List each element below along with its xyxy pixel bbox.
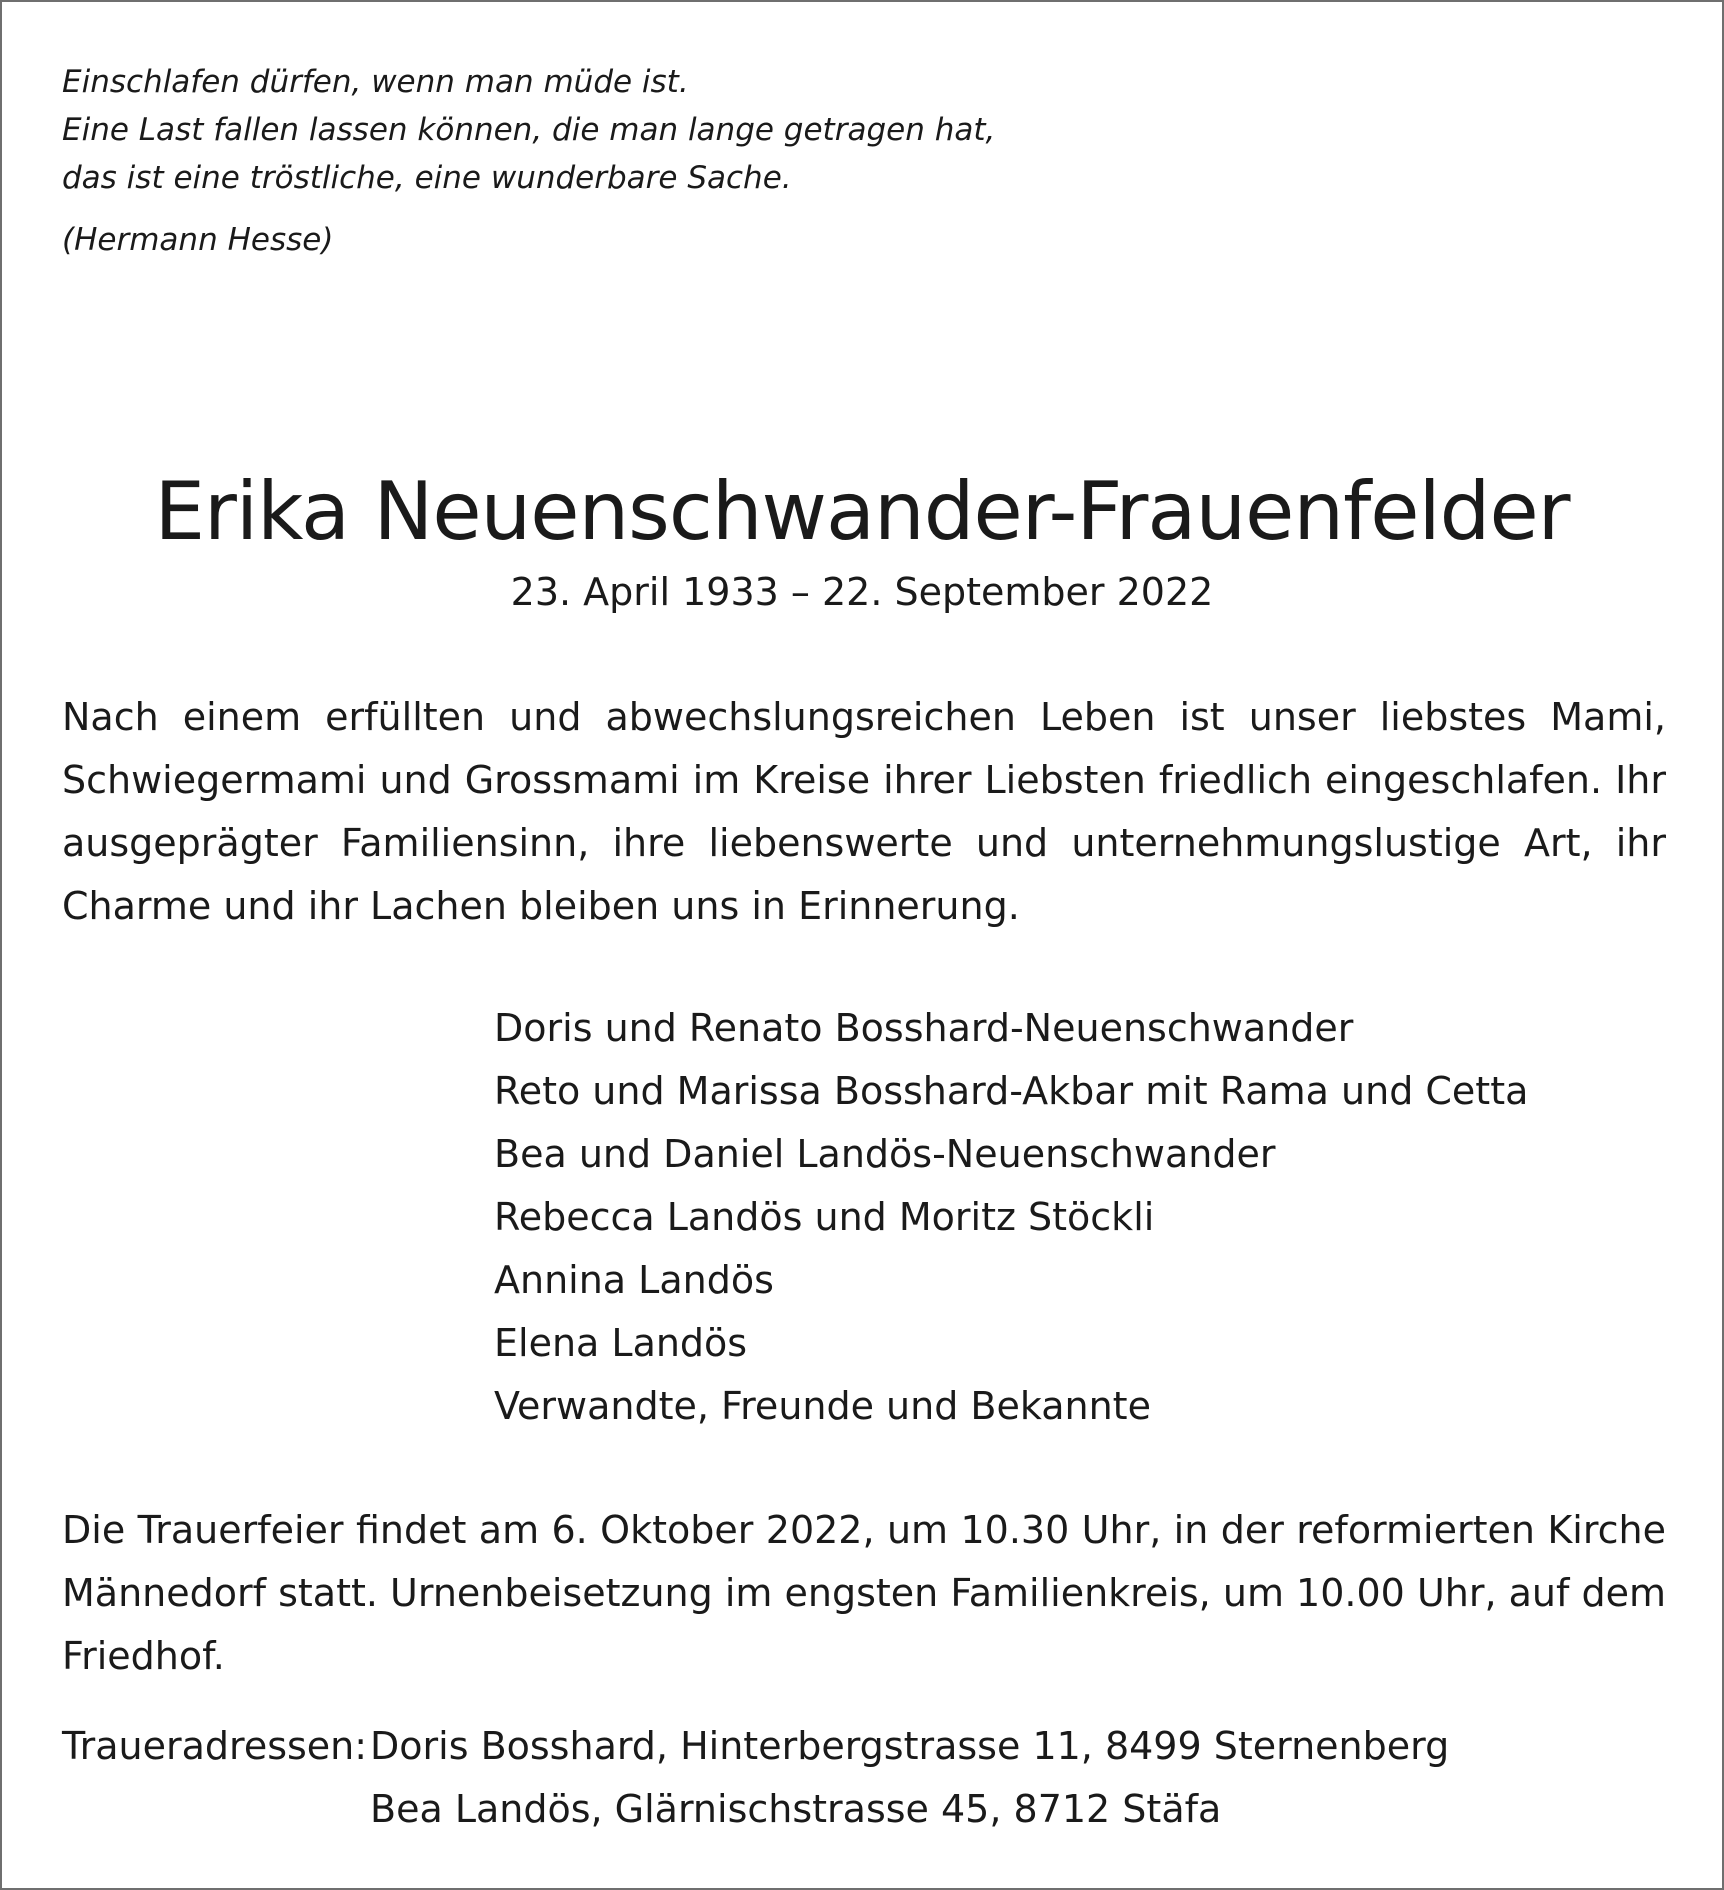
mourner-item: Elena Landös <box>494 1321 748 1365</box>
mourner-item: Verwandte, Freunde und Bekannte <box>494 1384 1151 1428</box>
mourner-item: Bea und Daniel Landös-Neuenschwander <box>494 1132 1276 1176</box>
address-line: Bea Landös, Glärnischstrasse 45, 8712 Stäfa <box>370 1787 1222 1831</box>
mourners-list <box>494 997 1644 1438</box>
service-paragraph: Die Trauerfeier findet am 6. Oktober 2022, um 10.30 Uhr, in der reformierten Kirche Männedorf statt. Urnenbeisetzung im engsten Familienkreis, um 10.00 Uhr, auf dem Friedhof. <box>62 1508 1666 1678</box>
mourner-item: Annina Landös <box>494 1258 774 1302</box>
quote-line-1: Einschlafen dürfen, wenn man müde ist. <box>62 64 689 100</box>
quote-author: (Hermann Hesse) <box>62 222 334 258</box>
addresses-lines <box>370 1715 1449 1841</box>
epigraph-quote <box>62 58 1162 264</box>
life-dates: 23. April 1933 – 22. September 2022 <box>510 570 1214 614</box>
announcement-paragraph: Nach einem erfüllten und abwechslungsreichen Leben ist unser liebstes Mami, Schwiegermami und Grossmami im Kreise ihrer Liebsten friedlich eingeschlafen. Ihr ausgeprägter Familiensinn, ihre liebenswerte und unternehmungslustige Art, ihr Charme und ihr Lachen bleiben uns in Erinnerung. <box>62 695 1666 928</box>
addresses-label: Traueradressen: <box>62 1724 368 1768</box>
mourner-item: Reto und Marissa Bosshard-Akbar mit Rama und Cetta <box>494 1069 1529 1113</box>
mourner-item: Rebecca Landös und Moritz Stöckli <box>494 1195 1155 1239</box>
quote-line-2: Eine Last fallen lassen können, die man lange getragen hat, <box>62 112 996 148</box>
address-line: Doris Bosshard, Hinterbergstrasse 11, 8499 Sternenberg <box>370 1724 1450 1768</box>
mourner-item: Doris und Renato Bosshard-Neuenschwander <box>494 1006 1354 1050</box>
quote-line-3: das ist eine tröstliche, eine wunderbare Sache. <box>62 160 792 196</box>
deceased-name: Erika Neuenschwander-Frauenfelder <box>154 465 1570 558</box>
